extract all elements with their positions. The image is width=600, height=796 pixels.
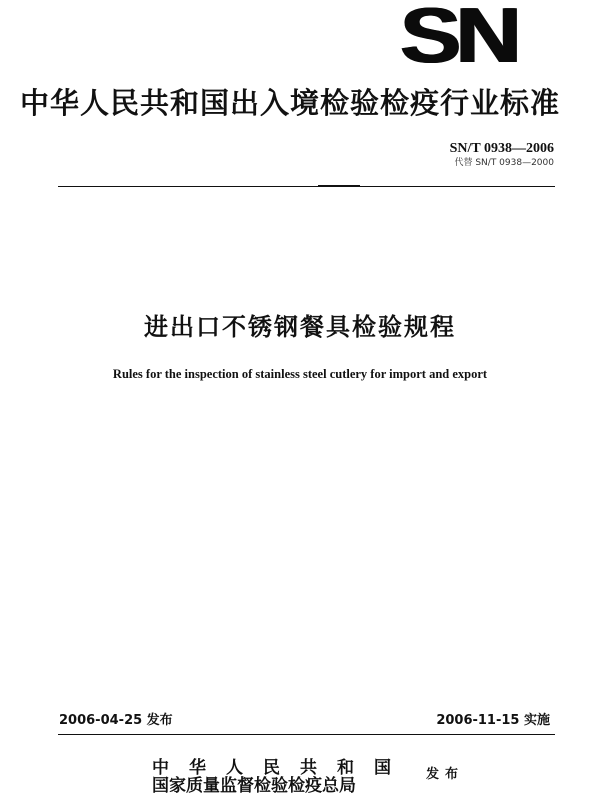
issue-date: 2006-04-25 发布 — [59, 713, 173, 728]
header-divider — [58, 186, 555, 187]
replaces-standard: 代替 SN/T 0938—2000 — [454, 158, 554, 168]
document-title-english: Rules for the inspection of stainless steel cutlery for import and export — [112, 367, 488, 381]
document-title: 进出口不锈钢餐具检验规程 — [144, 313, 456, 341]
industry-standard-title: 中华人民共和国出入境检验检疫行业标准 — [20, 86, 561, 120]
header-divider-accent — [318, 185, 360, 187]
sn-logo: SN — [400, 0, 517, 79]
issuer-country: 中华人民共和国 — [152, 758, 411, 778]
issuer-agency: 国家质量监督检验检疫总局 — [152, 776, 356, 796]
footer-divider — [58, 734, 555, 735]
implementation-date: 2006-11-15 实施 — [436, 713, 550, 728]
standard-code: SN/T 0938—2006 — [449, 141, 554, 156]
issue-label: 发布 — [426, 767, 465, 782]
